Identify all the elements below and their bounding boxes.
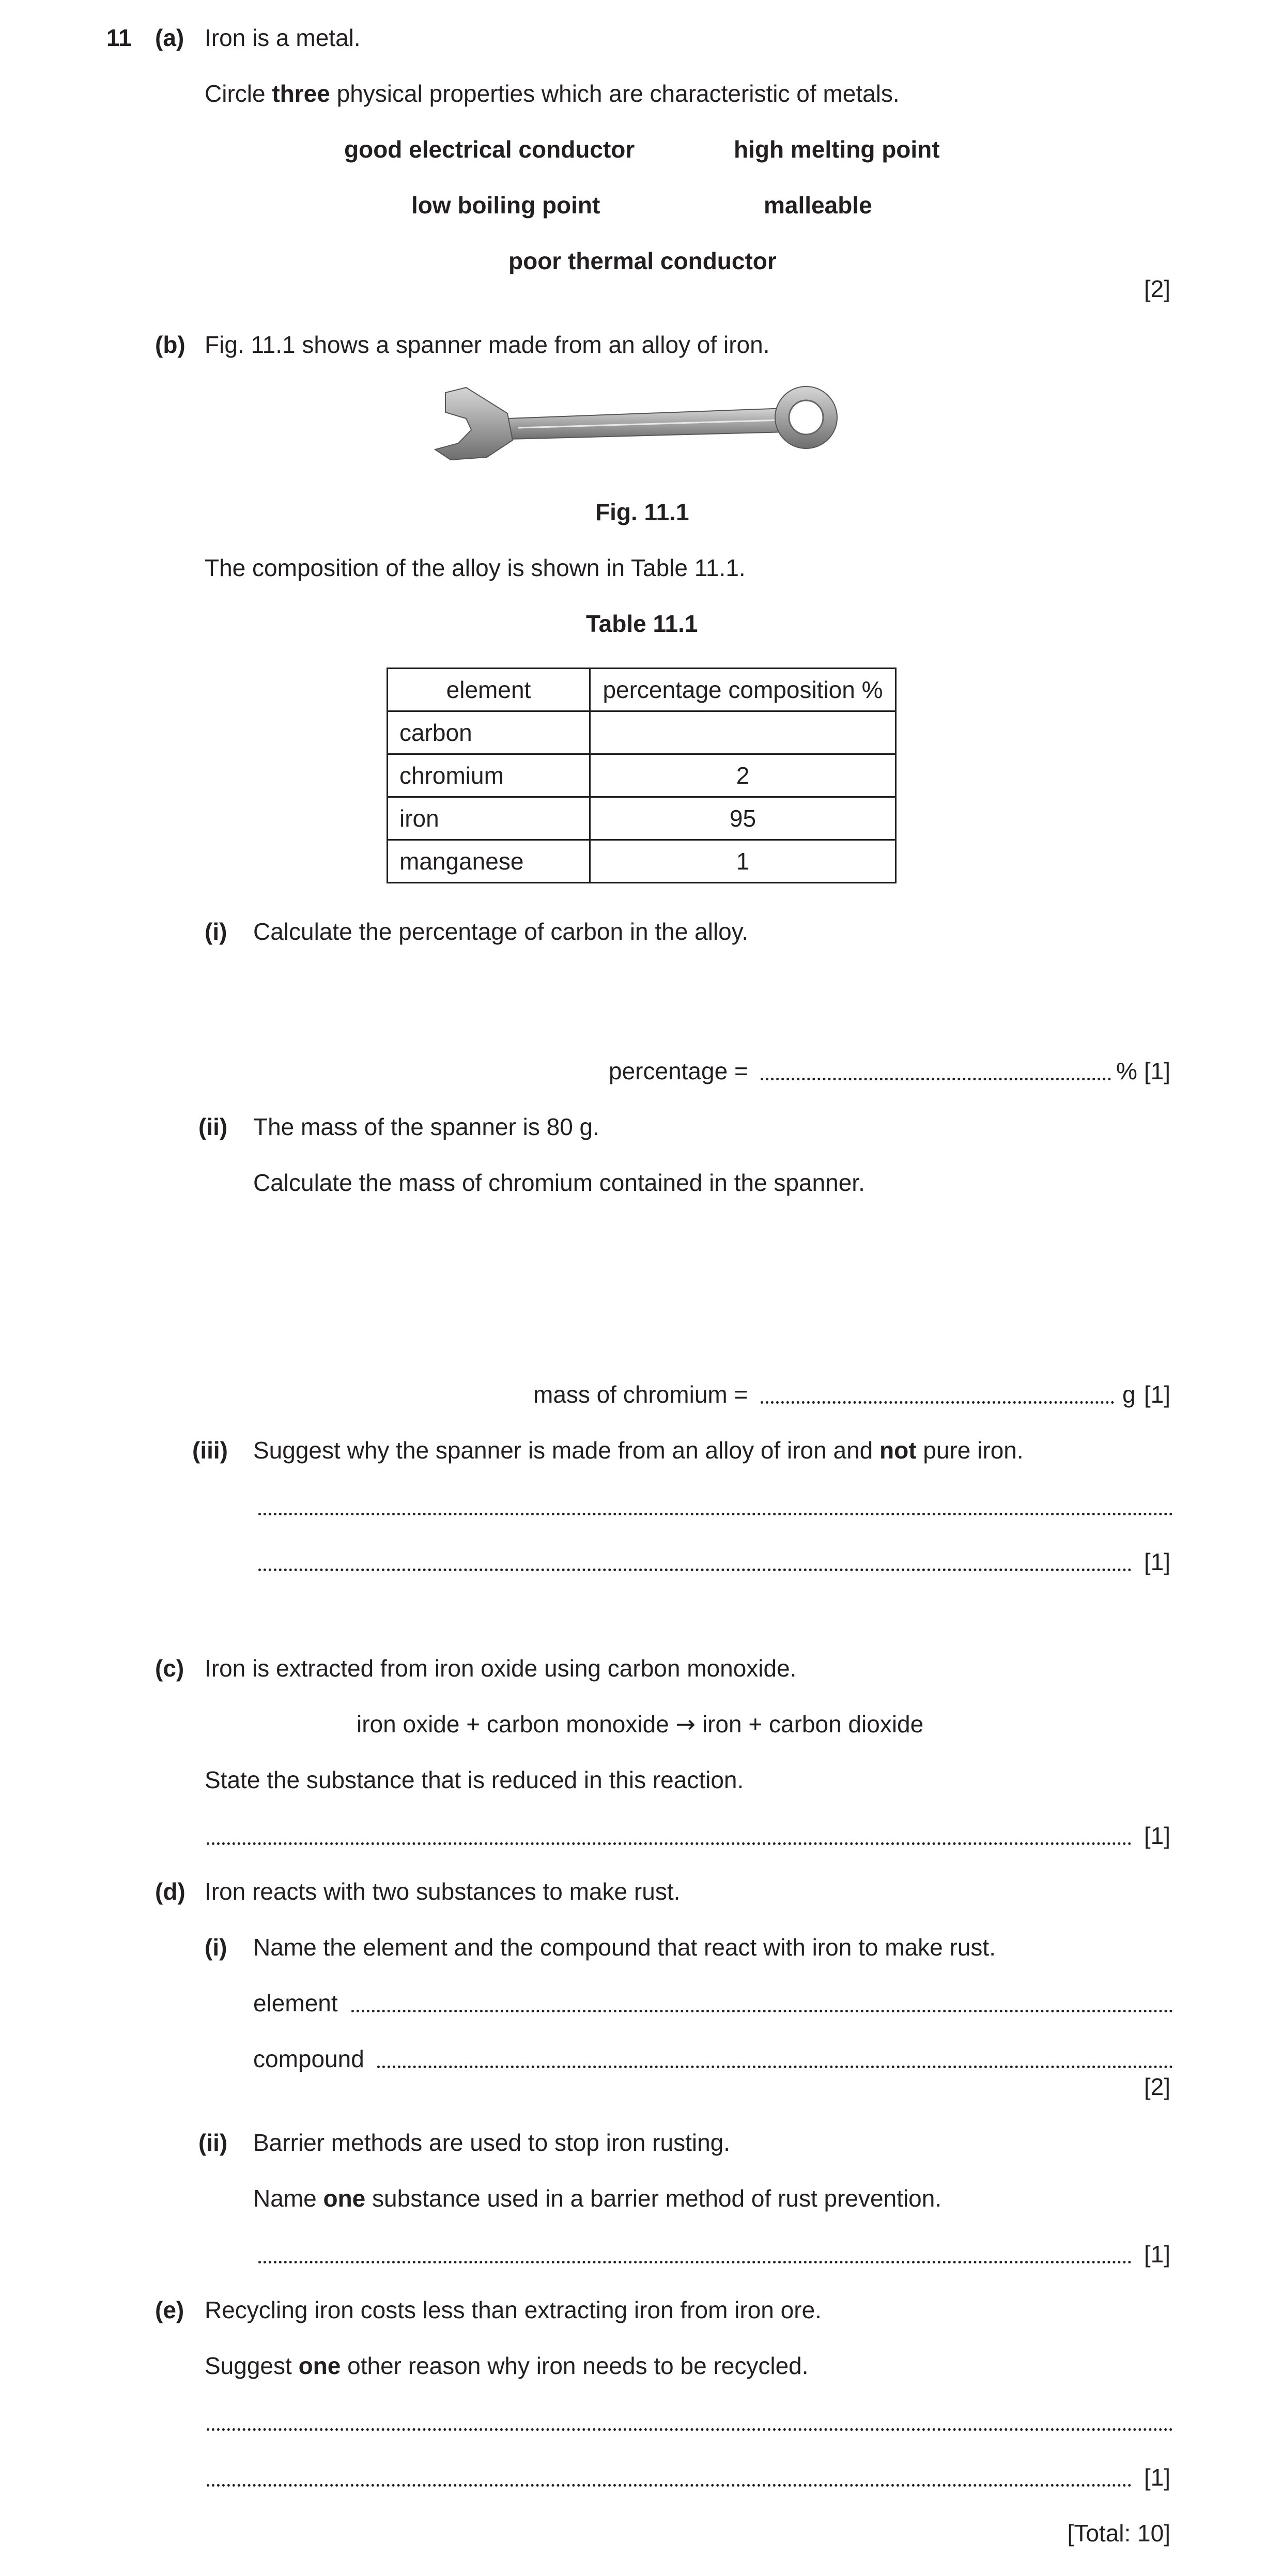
compound-label: compound <box>253 2045 364 2072</box>
fig-caption: Fig. 11.1 <box>595 499 689 525</box>
table-intro: The composition of the alloy is shown in Table 11.1. <box>205 554 746 581</box>
part-b-i-label: (i) <box>205 918 227 945</box>
answer-line[interactable] <box>207 2484 1132 2487</box>
part-b-ii-marks: [1] <box>1144 1381 1170 1408</box>
answer-line[interactable] <box>207 2428 1173 2431</box>
chromium-answer-label: mass of chromium = <box>533 1381 748 1408</box>
part-a-instruction: Circle three physical properties which are characteristic of metals. <box>205 80 900 107</box>
part-c-question: State the substance that is reduced in this reaction. <box>205 1766 744 1793</box>
chromium-unit: g <box>1122 1381 1136 1408</box>
table-cell-element: iron <box>388 797 590 840</box>
part-d-i-text: Name the element and the compound that react with iron to make rust. <box>253 1934 996 1961</box>
table-header-percentage: percentage composition % <box>590 669 896 711</box>
table-row <box>388 840 896 883</box>
part-d-stem: Iron reacts with two substances to make rust. <box>205 1878 681 1905</box>
table-header-element: element <box>388 669 590 711</box>
table-cell-percentage: 1 <box>590 840 896 883</box>
part-b-ii-text2: Calculate the mass of chromium contained in the spanner. <box>253 1169 865 1196</box>
percentage-unit: % <box>1116 1058 1137 1084</box>
chromium-answer-line[interactable] <box>761 1401 1114 1404</box>
part-b-iii-marks: [1] <box>1144 1548 1170 1575</box>
part-d-i-label: (i) <box>205 1934 227 1961</box>
answer-line[interactable] <box>258 1569 1132 1571</box>
table-caption: Table 11.1 <box>586 610 698 637</box>
part-b-ii-label: (ii) <box>198 1113 228 1140</box>
table-cell-percentage: 95 <box>590 797 896 840</box>
element-label: element <box>253 1990 338 2016</box>
option-high-melting-point[interactable]: high melting point <box>734 136 940 163</box>
part-b-i-text: Calculate the percentage of carbon in the alloy. <box>253 918 749 945</box>
answer-line[interactable] <box>258 2261 1132 2263</box>
part-b-ii-text1: The mass of the spanner is 80 g. <box>253 1113 599 1140</box>
table-row <box>388 754 896 797</box>
part-e-marks: [1] <box>1144 2464 1170 2491</box>
total-marks: [Total: 10] <box>1067 2520 1170 2547</box>
part-b-stem: Fig. 11.1 shows a spanner made from an alloy of iron. <box>205 331 770 358</box>
part-b-iii-text: Suggest why the spanner is made from an alloy of iron and not pure iron. <box>253 1437 1024 1464</box>
part-d-ii-text1: Barrier methods are used to stop iron rusting. <box>253 2129 731 2156</box>
question-number: 11 <box>106 24 132 51</box>
part-a-stem: Iron is a metal. <box>205 24 361 51</box>
composition-table <box>387 668 897 883</box>
part-b-label: (b) <box>155 331 186 358</box>
option-malleable[interactable]: malleable <box>764 192 872 219</box>
option-poor-thermal-conductor[interactable]: poor thermal conductor <box>508 247 777 274</box>
table-cell-percentage: 2 <box>590 754 896 797</box>
part-d-i-marks: [2] <box>1144 2073 1170 2100</box>
part-d-ii-text2: Name one substance used in a barrier method of rust prevention. <box>253 2185 942 2212</box>
part-e-stem: Recycling iron costs less than extracting iron from iron ore. <box>205 2296 822 2323</box>
option-low-boiling-point[interactable]: low boiling point <box>411 192 600 219</box>
table-cell-element: manganese <box>388 840 590 883</box>
part-d-ii-label: (ii) <box>198 2129 228 2156</box>
part-b-i-marks: [1] <box>1144 1058 1170 1084</box>
table-cell-element: carbon <box>388 711 590 754</box>
table-header-row <box>388 669 896 711</box>
part-e-label: (e) <box>155 2296 184 2323</box>
percentage-answer-label: percentage = <box>609 1058 748 1084</box>
percentage-answer-line[interactable] <box>761 1078 1111 1080</box>
part-a-marks: [2] <box>1144 275 1170 302</box>
answer-line[interactable] <box>258 1513 1173 1515</box>
part-a-label: (a) <box>155 24 184 51</box>
spanner-image <box>430 382 854 465</box>
table-cell-percentage[interactable] <box>590 711 896 754</box>
part-b-iii-label: (iii) <box>192 1437 228 1464</box>
part-c-label: (c) <box>155 1655 184 1682</box>
part-c-stem: Iron is extracted from iron oxide using carbon monoxide. <box>205 1655 797 1682</box>
table-row <box>388 711 896 754</box>
part-d-label: (d) <box>155 1878 186 1905</box>
part-d-ii-marks: [1] <box>1144 2241 1170 2268</box>
table-row <box>388 797 896 840</box>
option-good-electrical-conductor[interactable]: good electrical conductor <box>344 136 635 163</box>
part-c-marks: [1] <box>1144 1822 1170 1849</box>
element-answer-line[interactable] <box>351 2010 1173 2012</box>
answer-line[interactable] <box>207 1842 1132 1845</box>
part-e-question: Suggest one other reason why iron needs to be recycled. <box>205 2352 809 2379</box>
table-cell-element: chromium <box>388 754 590 797</box>
compound-answer-line[interactable] <box>377 2066 1173 2068</box>
reaction-arrow-icon: → <box>675 1710 696 1738</box>
word-equation: iron oxide + carbon monoxide → iron + carbon dioxide <box>357 1710 924 1738</box>
